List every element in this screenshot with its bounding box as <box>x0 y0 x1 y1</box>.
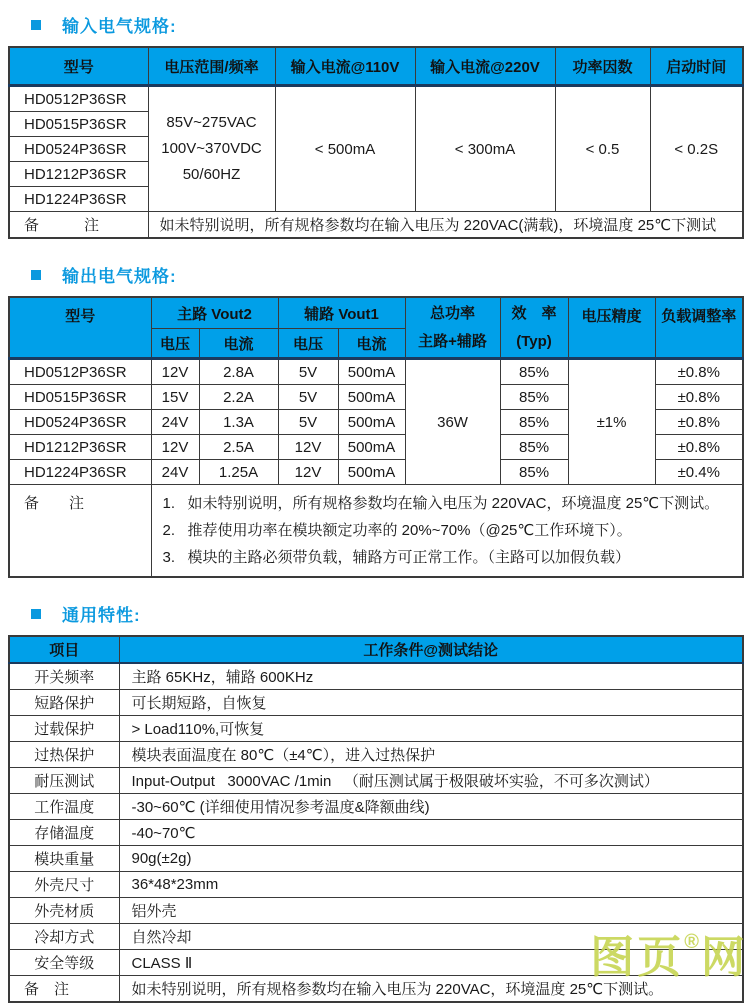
header-efficiency-line2: (Typ) <box>516 332 552 350</box>
efficiency-cell: 85% <box>500 385 568 410</box>
subheader-current: 电流 <box>338 329 405 359</box>
header-aux-output: 辅路 Vout1 <box>278 297 405 329</box>
power-factor-cell: < 0.5 <box>555 86 650 212</box>
table-row <box>9 86 743 112</box>
item-cell: 过载保护 <box>9 716 119 742</box>
load-regulation-cell: ±0.8% <box>655 435 743 460</box>
item-cell: 开关频率 <box>9 663 119 690</box>
model-cell: HD1224P36SR <box>9 187 148 212</box>
model-cell: HD1212P36SR <box>9 435 151 460</box>
current-220-cell: < 300mA <box>415 86 555 212</box>
section-bullet-icon <box>31 20 41 30</box>
value-cell: -30~60℃ (详细使用情况参考温度&降额曲线) <box>119 794 743 820</box>
value-cell: Input-Output 3000VAC /1min （耐压测试属于极限破坏实验，不可多次测试） <box>119 768 743 794</box>
note-label: 备 注 <box>9 976 119 1003</box>
model-cell: HD0524P36SR <box>9 137 148 162</box>
value-cell: 36*48*23mm <box>119 872 743 898</box>
table-row <box>9 742 743 768</box>
aux-voltage-cell: 12V <box>278 460 338 485</box>
header-total-power-line1: 总功率 <box>430 304 476 322</box>
aux-current-cell: 500mA <box>338 385 405 410</box>
header-current-220: 输入电流@220V <box>415 47 555 86</box>
table-row <box>9 768 743 794</box>
table-row <box>9 794 743 820</box>
value-cell: 可长期短路，自恢复 <box>119 690 743 716</box>
header-efficiency <box>500 297 568 359</box>
load-regulation-cell: ±0.4% <box>655 460 743 485</box>
main-current-cell: 2.8A <box>199 359 278 385</box>
note-text: 如未特别说明，所有规格参数均在输入电压为 220VAC，环境温度 25℃下测试。 <box>119 976 743 1003</box>
item-cell: 外壳尺寸 <box>9 872 119 898</box>
header-total-power <box>405 297 500 359</box>
aux-current-cell: 500mA <box>338 460 405 485</box>
efficiency-cell: 85% <box>500 410 568 435</box>
value-cell: 90g(±2g) <box>119 846 743 872</box>
header-startup-time: 启动时间 <box>650 47 743 86</box>
model-cell: HD1224P36SR <box>9 460 151 485</box>
header-item: 项目 <box>9 636 119 663</box>
item-cell: 工作温度 <box>9 794 119 820</box>
model-cell: HD0515P36SR <box>9 112 148 137</box>
voltage-range-cell <box>148 86 275 212</box>
model-cell: HD0512P36SR <box>9 86 148 112</box>
note-row <box>9 212 743 239</box>
section-bullet-icon <box>31 270 41 280</box>
header-total-power-line2: 主路+辅路 <box>418 332 487 350</box>
note-text: 如未特别说明，所有规格参数均在输入电压为 220VAC(满载)，环境温度 25℃下测试 <box>148 212 743 239</box>
subheader-voltage: 电压 <box>151 329 199 359</box>
table-row <box>9 872 743 898</box>
header-current-110: 输入电流@110V <box>275 47 415 86</box>
header-voltage-range: 电压范围/频率 <box>148 47 275 86</box>
voltage-range-line: 85V~275VAC <box>166 114 257 131</box>
note-cell <box>151 485 743 578</box>
section-title-text: 通用特性: <box>62 606 141 625</box>
header-model: 型号 <box>9 297 151 359</box>
watermark-text-left: 图页 <box>590 933 685 982</box>
item-cell: 外壳材质 <box>9 898 119 924</box>
table-row <box>9 820 743 846</box>
efficiency-cell: 85% <box>500 359 568 385</box>
header-load-regulation: 负载调整率 <box>655 297 743 359</box>
header-main-output: 主路 Vout2 <box>151 297 278 329</box>
load-regulation-cell: ±0.8% <box>655 385 743 410</box>
header-power-factor: 功率因数 <box>555 47 650 86</box>
model-cell: HD0512P36SR <box>9 359 151 385</box>
table-row <box>9 950 743 976</box>
main-voltage-cell: 24V <box>151 460 199 485</box>
watermark-text-right: 网 <box>701 933 748 982</box>
item-cell: 耐压测试 <box>9 768 119 794</box>
value-cell: 铝外壳 <box>119 898 743 924</box>
main-current-cell: 2.2A <box>199 385 278 410</box>
table-row <box>9 846 743 872</box>
model-cell: HD1212P36SR <box>9 162 148 187</box>
main-voltage-cell: 12V <box>151 435 199 460</box>
note-line: 1. 如未特别说明，所有规格参数均在输入电压为 220VAC，环境温度 25℃下测试。 <box>162 495 720 512</box>
note-row <box>9 976 743 1003</box>
section-bullet-icon <box>31 609 41 619</box>
main-current-cell: 2.5A <box>199 435 278 460</box>
table-header-row <box>9 636 743 663</box>
header-condition: 工作条件@测试结论 <box>119 636 743 663</box>
item-cell: 短路保护 <box>9 690 119 716</box>
voltage-range-line: 50/60HZ <box>182 166 241 183</box>
model-cell: HD0524P36SR <box>9 410 151 435</box>
header-voltage-accuracy: 电压精度 <box>568 297 655 359</box>
aux-current-cell: 500mA <box>338 359 405 385</box>
main-current-cell: 1.3A <box>199 410 278 435</box>
voltage-accuracy-cell: ±1% <box>568 359 655 485</box>
main-voltage-cell: 15V <box>151 385 199 410</box>
header-model: 型号 <box>9 47 148 86</box>
input-spec-table <box>8 46 744 239</box>
table-row <box>9 359 743 385</box>
load-regulation-cell: ±0.8% <box>655 410 743 435</box>
model-cell: HD0515P36SR <box>9 385 151 410</box>
registered-trademark-icon: ® <box>684 931 699 953</box>
value-cell: 自然冷却 <box>119 924 743 950</box>
section-title-input <box>31 12 750 37</box>
table-row <box>9 898 743 924</box>
aux-voltage-cell: 12V <box>278 435 338 460</box>
item-cell: 冷却方式 <box>9 924 119 950</box>
aux-current-cell: 500mA <box>338 410 405 435</box>
section-title-text: 输出电气规格: <box>62 267 177 286</box>
table-row <box>9 924 743 950</box>
general-characteristics-table <box>8 635 744 1003</box>
aux-voltage-cell: 5V <box>278 385 338 410</box>
value-cell: 模块表面温度在 80℃（±4℃），进入过热保护 <box>119 742 743 768</box>
subheader-voltage: 电压 <box>278 329 338 359</box>
item-cell: 存储温度 <box>9 820 119 846</box>
aux-voltage-cell: 5V <box>278 410 338 435</box>
section-title-output <box>31 262 750 287</box>
voltage-range-line: 100V~370VDC <box>161 140 262 157</box>
output-spec-table <box>8 296 744 578</box>
efficiency-cell: 85% <box>500 460 568 485</box>
table-row <box>9 716 743 742</box>
section-title-general <box>31 601 750 626</box>
item-cell: 模块重量 <box>9 846 119 872</box>
header-efficiency-line1: 效 率 <box>511 304 557 322</box>
section-title-text: 输入电气规格: <box>62 17 177 36</box>
main-voltage-cell: 12V <box>151 359 199 385</box>
load-regulation-cell: ±0.8% <box>655 359 743 385</box>
item-cell: 过热保护 <box>9 742 119 768</box>
note-label: 备 注 <box>9 485 151 578</box>
table-header-row <box>9 297 743 329</box>
aux-current-cell: 500mA <box>338 435 405 460</box>
total-power-cell: 36W <box>405 359 500 485</box>
efficiency-cell: 85% <box>500 435 568 460</box>
current-110-cell: < 500mA <box>275 86 415 212</box>
note-line: 3. 模块的主路必须带负载，辅路方可正常工作。（主路可以加假负载） <box>162 549 631 566</box>
table-header-row <box>9 47 743 86</box>
value-cell: CLASS Ⅱ <box>119 950 743 976</box>
value-cell: 主路 65KHz，辅路 600KHz <box>119 663 743 690</box>
startup-time-cell: < 0.2S <box>650 86 743 212</box>
main-current-cell: 1.25A <box>199 460 278 485</box>
value-cell: -40~70℃ <box>119 820 743 846</box>
note-line: 2. 推荐使用功率在模块额定功率的 20%~70%（@25℃工作环境下）。 <box>162 522 632 539</box>
item-cell: 安全等级 <box>9 950 119 976</box>
aux-voltage-cell: 5V <box>278 359 338 385</box>
subheader-current: 电流 <box>199 329 278 359</box>
note-row <box>9 485 743 578</box>
main-voltage-cell: 24V <box>151 410 199 435</box>
value-cell: > Load110%,可恢复 <box>119 716 743 742</box>
table-row <box>9 663 743 690</box>
table-row <box>9 690 743 716</box>
note-label: 备 注 <box>9 212 148 239</box>
